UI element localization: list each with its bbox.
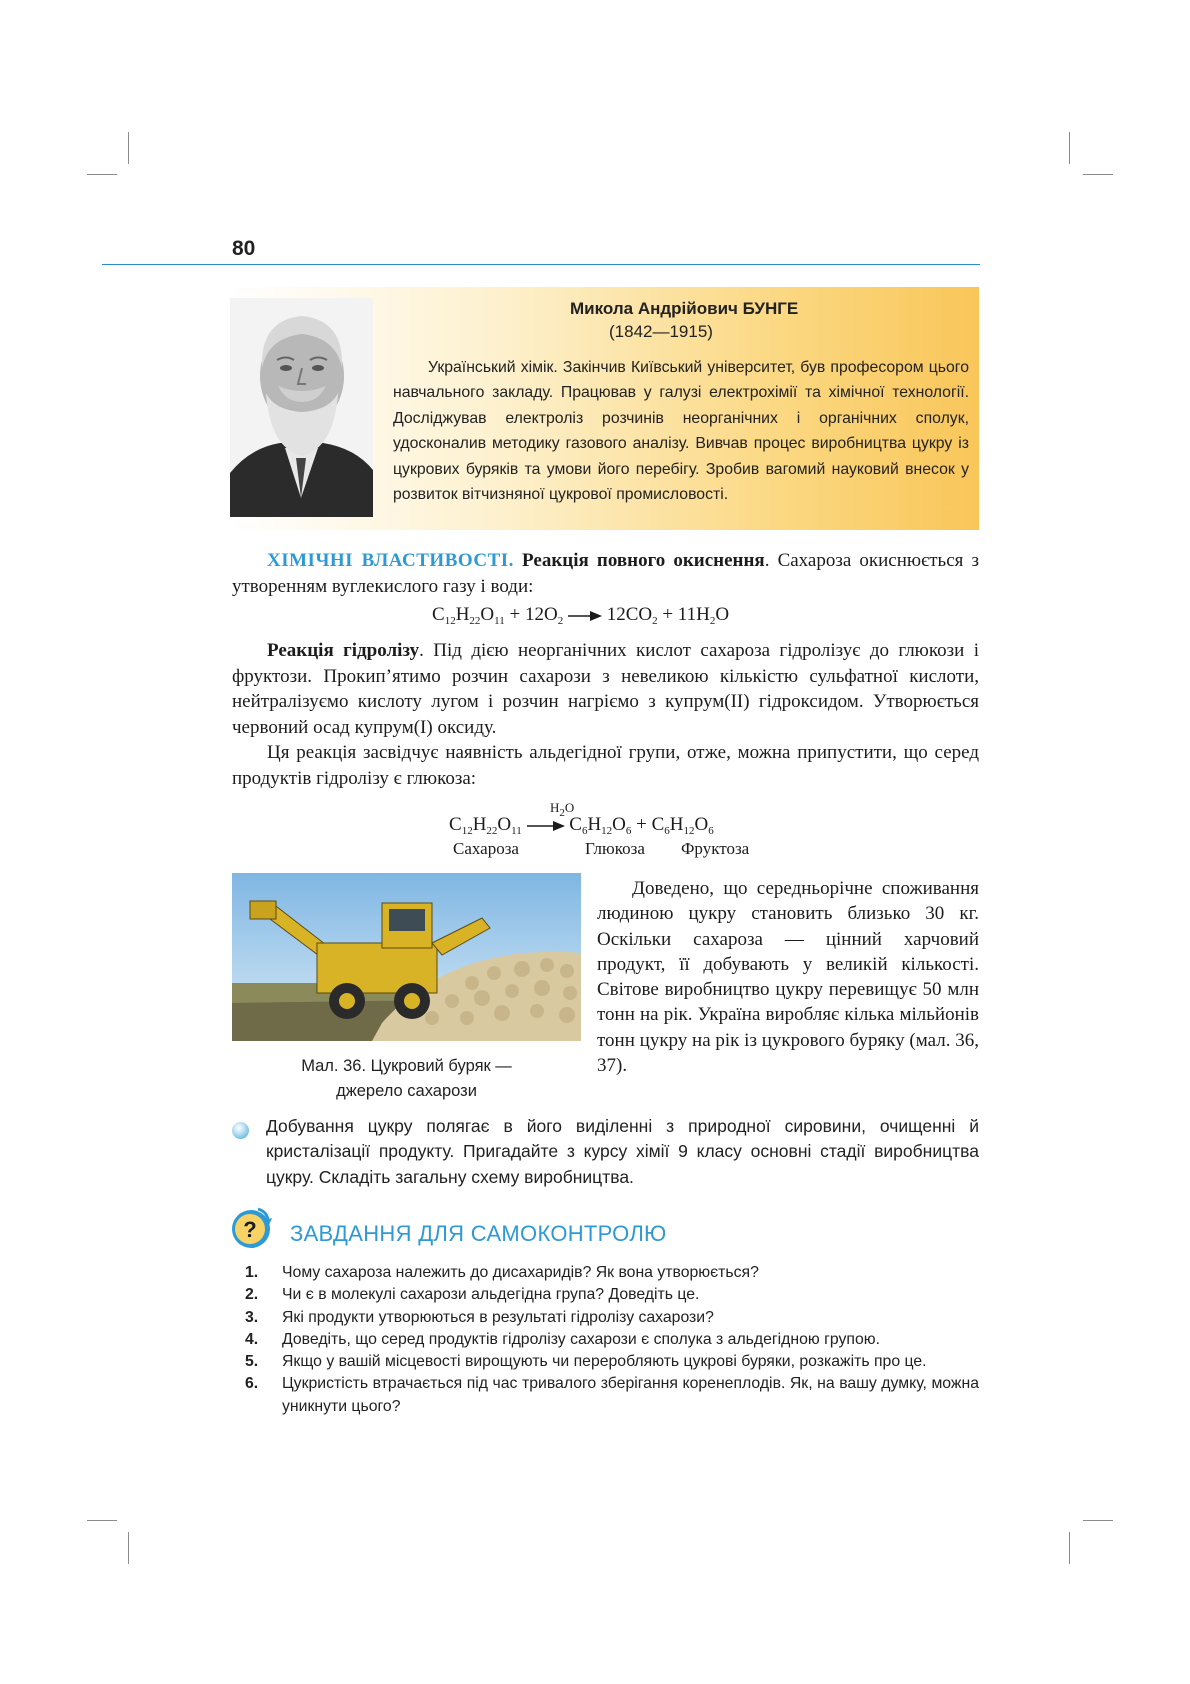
question-number: 1. [245, 1264, 259, 1281]
biography-text: Український хімік. Закінчив Київський університет, був професором цього навчального закладу. Працював у галузі електрохімії та хімічної технології. Досліджував електроліз розчинів неорганічних і органічних сполук, удосконалив методику газового аналізу. Вивчав процес виробництва цукру із цукрових буряків та умови його перебігу. Зробив вагомий науковий внесок у розвиток вітчизняної цукрової промисловості. [393, 359, 969, 504]
question-item [245, 1262, 979, 1284]
crop-mark [1069, 1532, 1070, 1564]
oxidation-paragraph [232, 548, 979, 599]
crop-mark [87, 1520, 117, 1521]
crop-mark [87, 174, 117, 175]
question-text: Чому сахароза належить до дисахаридів? Як вона утворюється? [282, 1264, 759, 1281]
reaction-arrow-icon [527, 820, 565, 832]
header-rule [102, 264, 980, 265]
question-text: Якщо у вашій місцевості вирощують чи переробляють цукрові буряки, розкажіть про це. [282, 1353, 927, 1371]
biography-years: (1842—1915) [609, 322, 713, 341]
crop-mark [128, 1532, 129, 1564]
question-number: 4. [245, 1330, 259, 1348]
question-text: Доведіть, що серед продуктів гідролізу сахарози є сполука з альдегідною групою. [282, 1330, 880, 1348]
caption-line-2: джерело сахарози [336, 1082, 477, 1100]
caption-line-1: Мал. 36. Цукровий буряк — [301, 1057, 512, 1075]
question-number: 5. [245, 1353, 259, 1371]
label-sucrose: Сахароза [453, 839, 519, 858]
hydrolysis-text: . Під дією неорганічних кислот сахароза гідролізує до глюкози і фруктози. Прокип’ятимо розчин сахарози з невеликою кількістю сульфатної кислоти, нейтралізуємо кислоту лугом і розчин нагріємо з купрум(ІІ) гідроксидом. Утворюється червоний осад купрум(І) оксиду. [232, 640, 979, 738]
figure-caption [232, 1054, 581, 1104]
crop-mark [1069, 132, 1070, 164]
hydrolysis-equation: $C_{12}H_{22}O_{11}$ $C_6H_{12}O_6 + C_6H_{12}O_6$ [449, 814, 714, 837]
page-number: 80 [232, 237, 256, 260]
crop-mark [1083, 174, 1113, 175]
svg-text:?: ? [243, 1217, 257, 1242]
portrait-image [230, 298, 373, 517]
question-item [245, 1329, 979, 1351]
oxidation-title: Реакція повного окиснення [522, 550, 765, 571]
self-control-title: ЗАВДАННЯ ДЛЯ САМОКОНТРОЛЮ [290, 1221, 667, 1246]
catalyst-sub: 2 [559, 807, 565, 819]
question-number: 2. [245, 1286, 259, 1304]
label-fructose: Фруктоза [681, 839, 750, 858]
label-glucose: Глюкоза [585, 839, 645, 858]
question-item [245, 1307, 979, 1329]
hydrolysis-title: Реакція гідролізу [267, 640, 420, 661]
question-number: 6. [245, 1375, 259, 1393]
questions-list [245, 1262, 979, 1418]
catalyst-o: O [564, 800, 575, 815]
sugar-beet-harvester-image [232, 873, 581, 1041]
question-item [245, 1373, 979, 1418]
aldehyde-paragraph: Ця реакція засвідчує наявність альдегідної групи, отже, можна припустити, що серед продуктів гідролізу є глюкоза: [232, 742, 979, 789]
crop-mark [1083, 1520, 1113, 1521]
crop-mark [128, 132, 129, 164]
catalyst-h: H [550, 800, 560, 815]
task-text: Добування цукру полягає в його виділенні з природної сировини, очищенні й кристалізації продукту. Пригадайте з курсу хімії 9 класу основні стадії виробництва цукру. Складіть загальну схему виробництва. [266, 1116, 979, 1187]
hydrolysis-paragraph [232, 638, 979, 740]
question-item [245, 1284, 979, 1306]
biography-name: Микола Андрійович БУНГЕ [570, 299, 799, 318]
oxidation-text: . Сахароза окиснюється з утворенням вуглекислого газу і води: [232, 550, 979, 597]
question-text: Чи є в молекулі сахарози альдегідна група? Доведіть це. [282, 1286, 700, 1304]
reaction-arrow-icon [568, 610, 602, 622]
question-text: Які продукти утворюються в результаті гідролізу сахарози? [282, 1308, 714, 1326]
question-number: 3. [245, 1308, 259, 1326]
oxidation-equation: $C_{12}H_{22}O_{11} + 12O_2$ $12CO_2 + 11H_2O$ [432, 604, 730, 627]
consumption-paragraph: Доведено, що середньорічне споживання людиною цукру становить близько 30 кг. Оскільки сахароза — цінний харчовий продукт, її добувають у великій кількості. Світове виробництво цукру перевищує 50 млн тонн на рік. Україна виробляє кілька мільйонів тонн цукру на рік із цукрового буряку (мал. 36, 37). [597, 878, 979, 1077]
task-bullet-icon [232, 1122, 249, 1139]
question-text: Цукристість втрачається під час тривалого зберігання коренеплодів. Як, на вашу думку, можна уникнути цього? [282, 1375, 979, 1415]
question-item [245, 1351, 979, 1373]
question-mark-icon [228, 1204, 274, 1250]
section-heading: ХІМІЧНІ ВЛАСТИВОСТІ. [267, 550, 514, 571]
